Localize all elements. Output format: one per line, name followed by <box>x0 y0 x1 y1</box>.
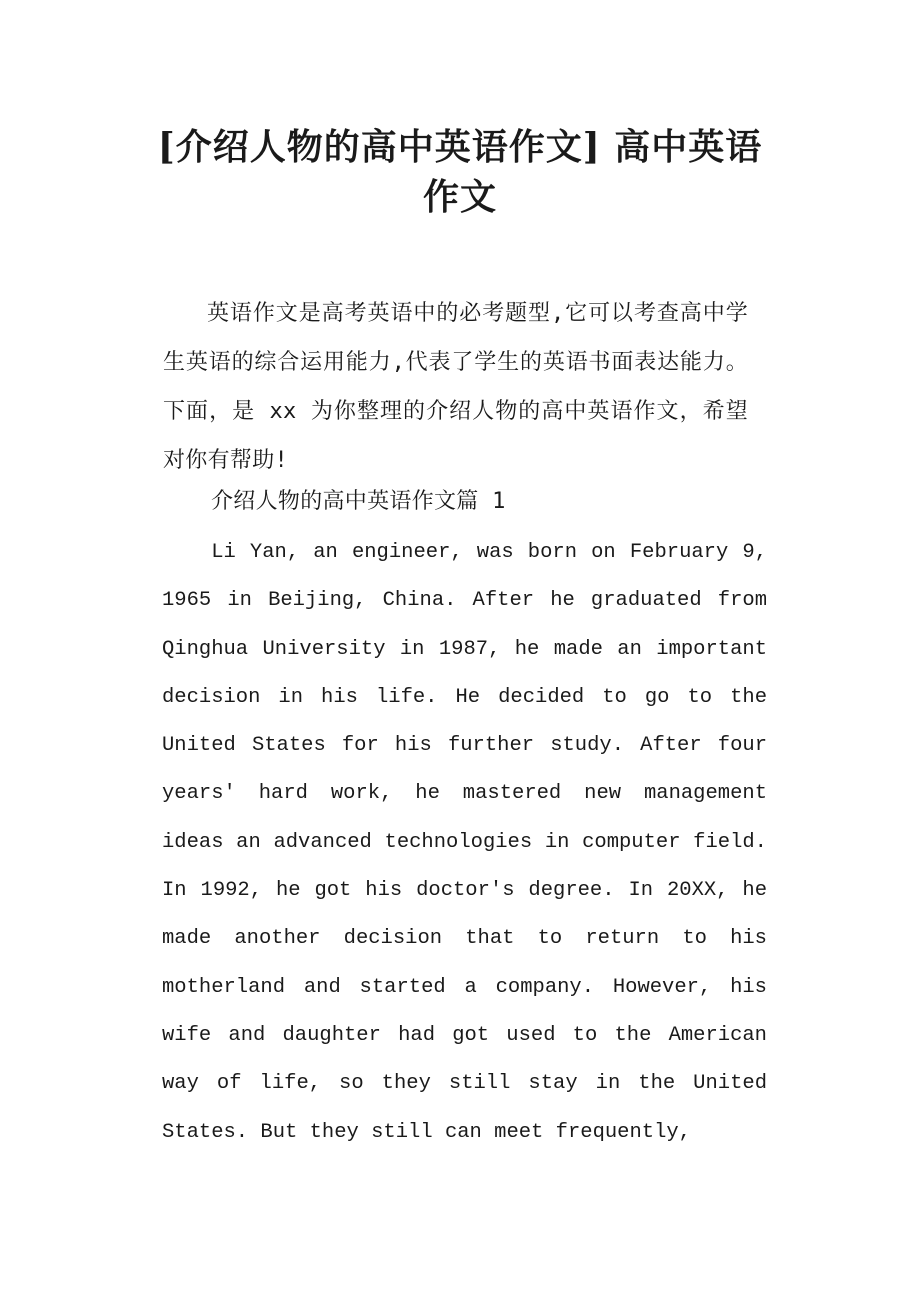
essay-paragraph: Li Yan, an engineer, was born on February 9, 1965 in Beijing, China. After he graduated from Qinghua University in 1987, he made an important decision in his life. He decided to go to the United States for his further study. After four years' hard work, he mastered new management ideas an advanced technologies in computer field. In 1992, he got his doctor's degree. In 20XX, he made another decision that to return to his motherland and started a company. However, his wife and daughter had got used to the American way of life, so they still stay in the United States. But they still can meet frequently, <box>162 541 767 1144</box>
document-title: [介绍人物的高中英语作文] 高中英语作文 <box>157 126 763 218</box>
section-heading: 介绍人物的高中英语作文篇 1 <box>211 489 506 514</box>
intro-paragraph: 英语作文是高考英语中的必考题型,它可以考查高中学生英语的综合运用能力,代表了学生的英语书面表达能力。下面，是 xx 为你整理的介绍人物的高中英语作文，希望对你有帮助! <box>163 301 748 473</box>
